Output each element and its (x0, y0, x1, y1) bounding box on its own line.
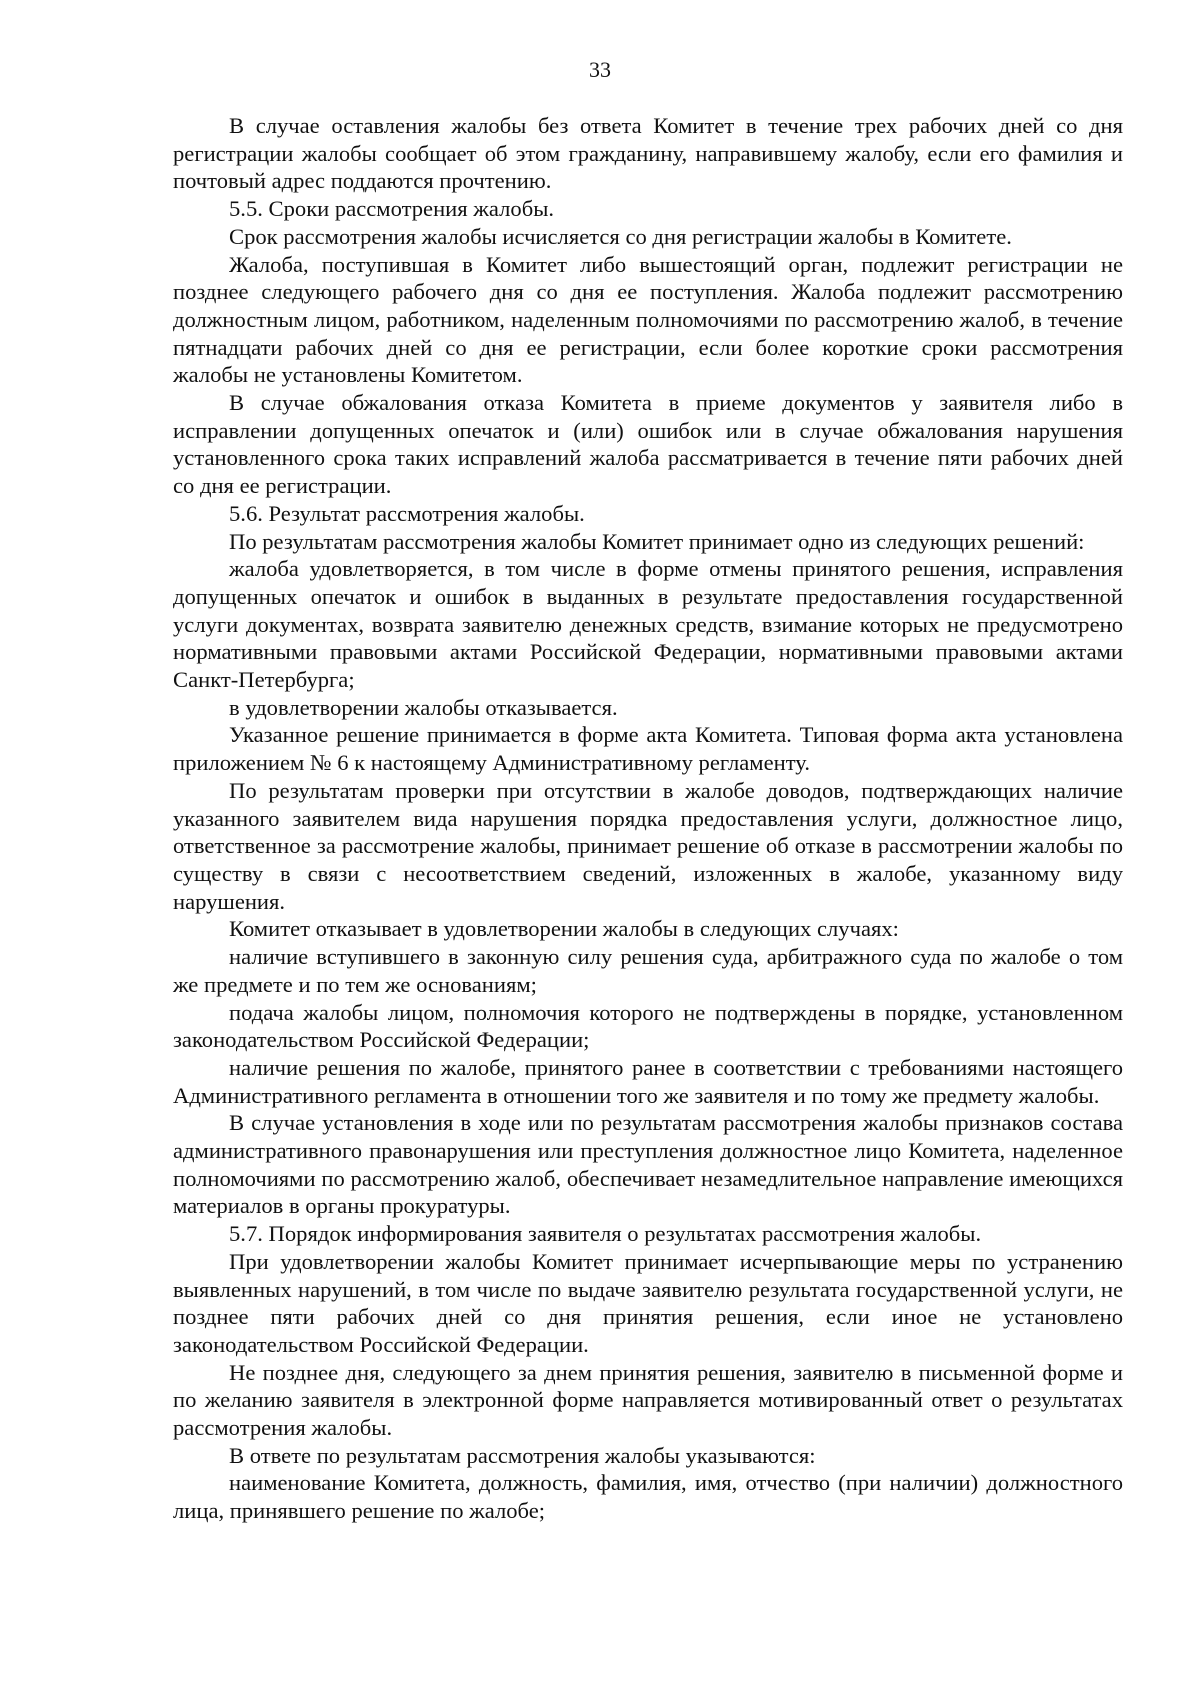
list-item: наличие вступившего в законную силу решения суда, арбитражного суда по жалобе о том же предмете и по тем же основаниям; (173, 944, 1123, 997)
paragraph: По результатам рассмотрения жалобы Комитет принимает одно из следующих решений: (229, 528, 1085, 554)
list-item: наличие решения по жалобе, принятого ранее в соответствии с требованиями настоящего Административного регламента в отношении того же заявителя и по тому же предмету жалобы. (173, 1054, 1123, 1108)
paragraph: По результатам проверки при отсутствии в жалобе доводов, подтверждающих наличие указанного заявителем вида нарушения порядка предоставления услуги, должностное лицо, ответственное за рассмотрение жалобы, принимает решение об отказе в рассмотрении жалобы по существу в связи с несоответствием сведений, изложенных в жалобе, указанному виду нарушения. (173, 777, 1123, 914)
list-item: наименование Комитета, должность, фамилия, имя, отчество (при наличии) должностного лица, принявшего решение по жалобе; (173, 1470, 1123, 1524)
paragraph: Указанное решение принимается в форме акта Комитета. Типовая форма акта установлена приложением № 6 к настоящему Административному регламенту. (173, 722, 1123, 776)
paragraph: В случае оставления жалобы без ответа Комитет в течение трех рабочих дней со дня регистрации жалобы сообщает об этом гражданину, направившему жалобу, если его фамилия и почтовый адрес поддаются прочтению. (173, 113, 1123, 194)
paragraph: В случае установления в ходе или по результатам рассмотрения жалобы признаков состава административного правонарушения или преступления должностное лицо Комитета, наделенное полномочиями по рассмотрению жалоб, обеспечивает незамедлительное направление имеющихся материалов в органы прокуратуры. (173, 1110, 1123, 1219)
section-heading-5-6: 5.6. Результат рассмотрения жалобы. (229, 500, 585, 526)
paragraph: В ответе по результатам рассмотрения жалобы указываются: (229, 1442, 816, 1468)
paragraph: При удовлетворении жалобы Комитет принимает исчерпывающие меры по устранению выявленных нарушений, в том числе по выдаче заявителю результата государственной услуги, не позднее пяти рабочих дней со дня принятия решения, если иное не установлено законодательством Российской Федерации. (173, 1248, 1123, 1357)
paragraph: Не позднее дня, следующего за днем принятия решения, заявителю в письменной форме и по желанию заявителя в электронной форме направляется мотивированный ответ о результатах рассмотрения жалобы. (173, 1359, 1123, 1441)
paragraph: Комитет отказывает в удовлетворении жалобы в следующих случаях: (229, 916, 899, 942)
section-heading-5-5: 5.5. Сроки рассмотрения жалобы. (229, 196, 555, 222)
paragraph: В случае обжалования отказа Комитета в приеме документов у заявителя либо в исправлении допущенных опечаток и (или) ошибок или в случае обжалования нарушения установленного срока таких исправлений жалоба рассматривается в течение пяти рабочих дней со дня ее регистрации. (173, 390, 1123, 499)
list-item: в удовлетворении жалобы отказывается. (229, 694, 618, 720)
section-heading-5-7: 5.7. Порядок информирования заявителя о результатах рассмотрения жалобы. (229, 1221, 982, 1247)
list-item: подача жалобы лицом, полномочия которого не подтверждены в порядке, установленном законодательством Российской Федерации; (173, 999, 1123, 1053)
paragraph: Жалоба, поступившая в Комитет либо вышестоящий орган, подлежит регистрации не позднее следующего рабочего дня со дня ее поступления. Жалоба подлежит рассмотрению должностным лицом, работником, наделенным полномочиями по рассмотрению жалоб, в течение пятнадцати рабочих дней со дня ее регистрации, если более короткие сроки рассмотрения жалобы не установлены Комитетом. (173, 251, 1123, 388)
page-number: 33 (589, 57, 611, 82)
list-item: жалоба удовлетворяется, в том числе в форме отмены принятого решения, исправления допущенных опечаток и ошибок в выданных в результате предоставления государственной услуги документах, возврата заявителю денежных средств, взимание которых не предусмотрено нормативными правовыми актами Российской Федерации, нормативными правовыми актами Санкт-Петербурга; (173, 556, 1123, 693)
paragraph: Срок рассмотрения жалобы исчисляется со дня регистрации жалобы в Комитете. (229, 223, 1012, 249)
document-body (173, 112, 1123, 1525)
